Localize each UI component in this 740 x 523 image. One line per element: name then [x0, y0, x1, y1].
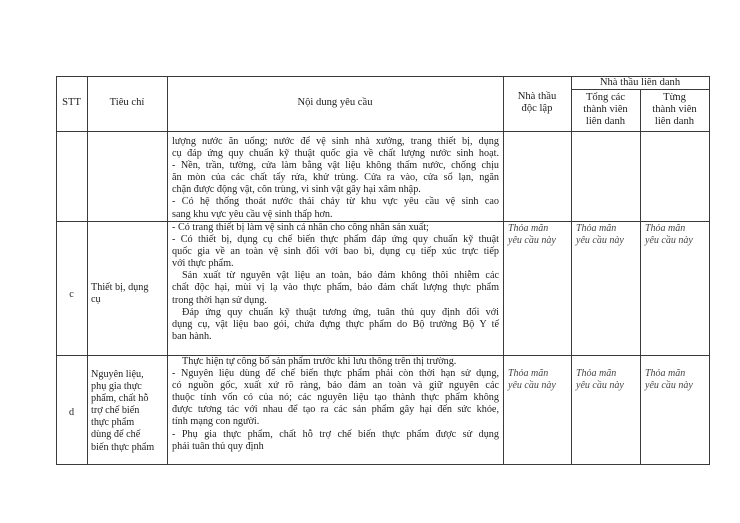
row-d-doc-lap-status: Thỏa mãn yêu cầu này: [508, 368, 556, 391]
col-border-stt: [87, 76, 88, 465]
col-border-doc-lap: [571, 76, 572, 465]
row-d-tung-status: Thỏa mãn yêu cầu này: [645, 368, 693, 391]
row-c-tong-cac-status: Thỏa mãn yêu cầu này: [576, 223, 624, 246]
row-c-tung-status: Thỏa mãn yêu cầu này: [645, 223, 693, 246]
row-c-tieu-chi: Thiết bị, dụng cụ: [91, 282, 149, 306]
table-bottom-border: [56, 464, 709, 465]
col-border-right: [709, 76, 710, 465]
header-lien-danh: Nhà thầu liên danh: [599, 77, 681, 88]
row-d-content: Thực hiện tự công bố sản phẩm trước khi lưu thông trên thị trường. - Nguyên liệu dùng để chế biến thực phẩm phải còn thời hạn sử dụng, có nguồn gốc, xuất xứ rõ ràng, bảo đảm an toàn và giữ nguyên các thuộc tính vốn có của nó; các nguyên liệu tạo thành thực phẩm không được tương tác với nhau để tạo ra các sản phẩm gây hại đến sức khỏe, tính mạng con người. - Phụ gia thực phẩm, chất hỗ trợ chế biến thực phẩm được sử dụng phải tuân thủ quy định: [172, 356, 499, 452]
header-doc-lap: Nhà thầu độc lập: [517, 91, 557, 114]
header-noi-dung: Nội dung yêu cầu: [297, 97, 373, 108]
header-tong-cac: Tổng các thành viên liên danh: [583, 92, 628, 127]
header-bottom-border: [56, 131, 709, 132]
header-stt: STT: [62, 97, 81, 108]
row-d-tieu-chi: Nguyên liệu, phụ gia thực phẩm, chất hỗ trợ chế biến thực phẩm dùng để chế biến thực phẩm: [91, 369, 155, 453]
row-c-content: - Có trang thiết bị làm vệ sinh cá nhân cho công nhân sản xuất; - Có thiết bị, dụng cụ chế biến thực phẩm đáp ứng quy chuẩn kỹ thuật quốc gia về an toàn vệ sinh đối với bao bì, dụng cụ tiếp xúc trực tiếp với thực phẩm. Sản xuất từ nguyên vật liệu an toàn, bảo đảm không thôi nhiễm các chất độc hại, mùi vị lạ vào thực phẩm, bảo đảm chất lượng thực phẩm trong thời hạn sử dụng. Đáp ứng quy chuẩn kỹ thuật tương ứng, tuân thủ quy định đối với dụng cụ, vật liệu bao gói, chứa đựng thực phẩm do Bộ trưởng Bộ Y tế ban hành.: [172, 222, 499, 342]
row-c-doc-lap-status: Thỏa mãn yêu cầu này: [508, 223, 556, 246]
row-c-stt: c: [69, 289, 74, 300]
col-border-tieu-chi: [167, 76, 168, 465]
header-tung: Từng thành viên liên danh: [652, 92, 697, 127]
col-border-noi-dung: [503, 76, 504, 465]
header-tieu-chi: Tiêu chí: [109, 97, 145, 108]
row-d-tong-cac-status: Thỏa mãn yêu cầu này: [576, 368, 624, 391]
col-border-tong-cac: [640, 89, 641, 465]
row-cont-content: lượng nước ăn uống; nước để vệ sinh nhà xưởng, trang thiết bị, dụng cụ đáp ứng quy chuẩn kỹ thuật quốc gia về chất lượng nước sinh hoạt. - Nền, trần, tường, cửa làm bằng vật liệu không thấm nước, chống chịu ăn mòn của các chất tẩy rửa, khử trùng. Cửa ra vào, cửa sổ lạn, ngăn chặn được động vật, côn trùng, vi sinh vật gây hại xâm nhập. - Có hệ thống thoát nước thải chảy từ khu vực yêu cầu vệ sinh cao sang khu vực yêu cầu vệ sinh thấp hơn.: [172, 136, 499, 220]
row-d-stt: d: [68, 407, 75, 418]
